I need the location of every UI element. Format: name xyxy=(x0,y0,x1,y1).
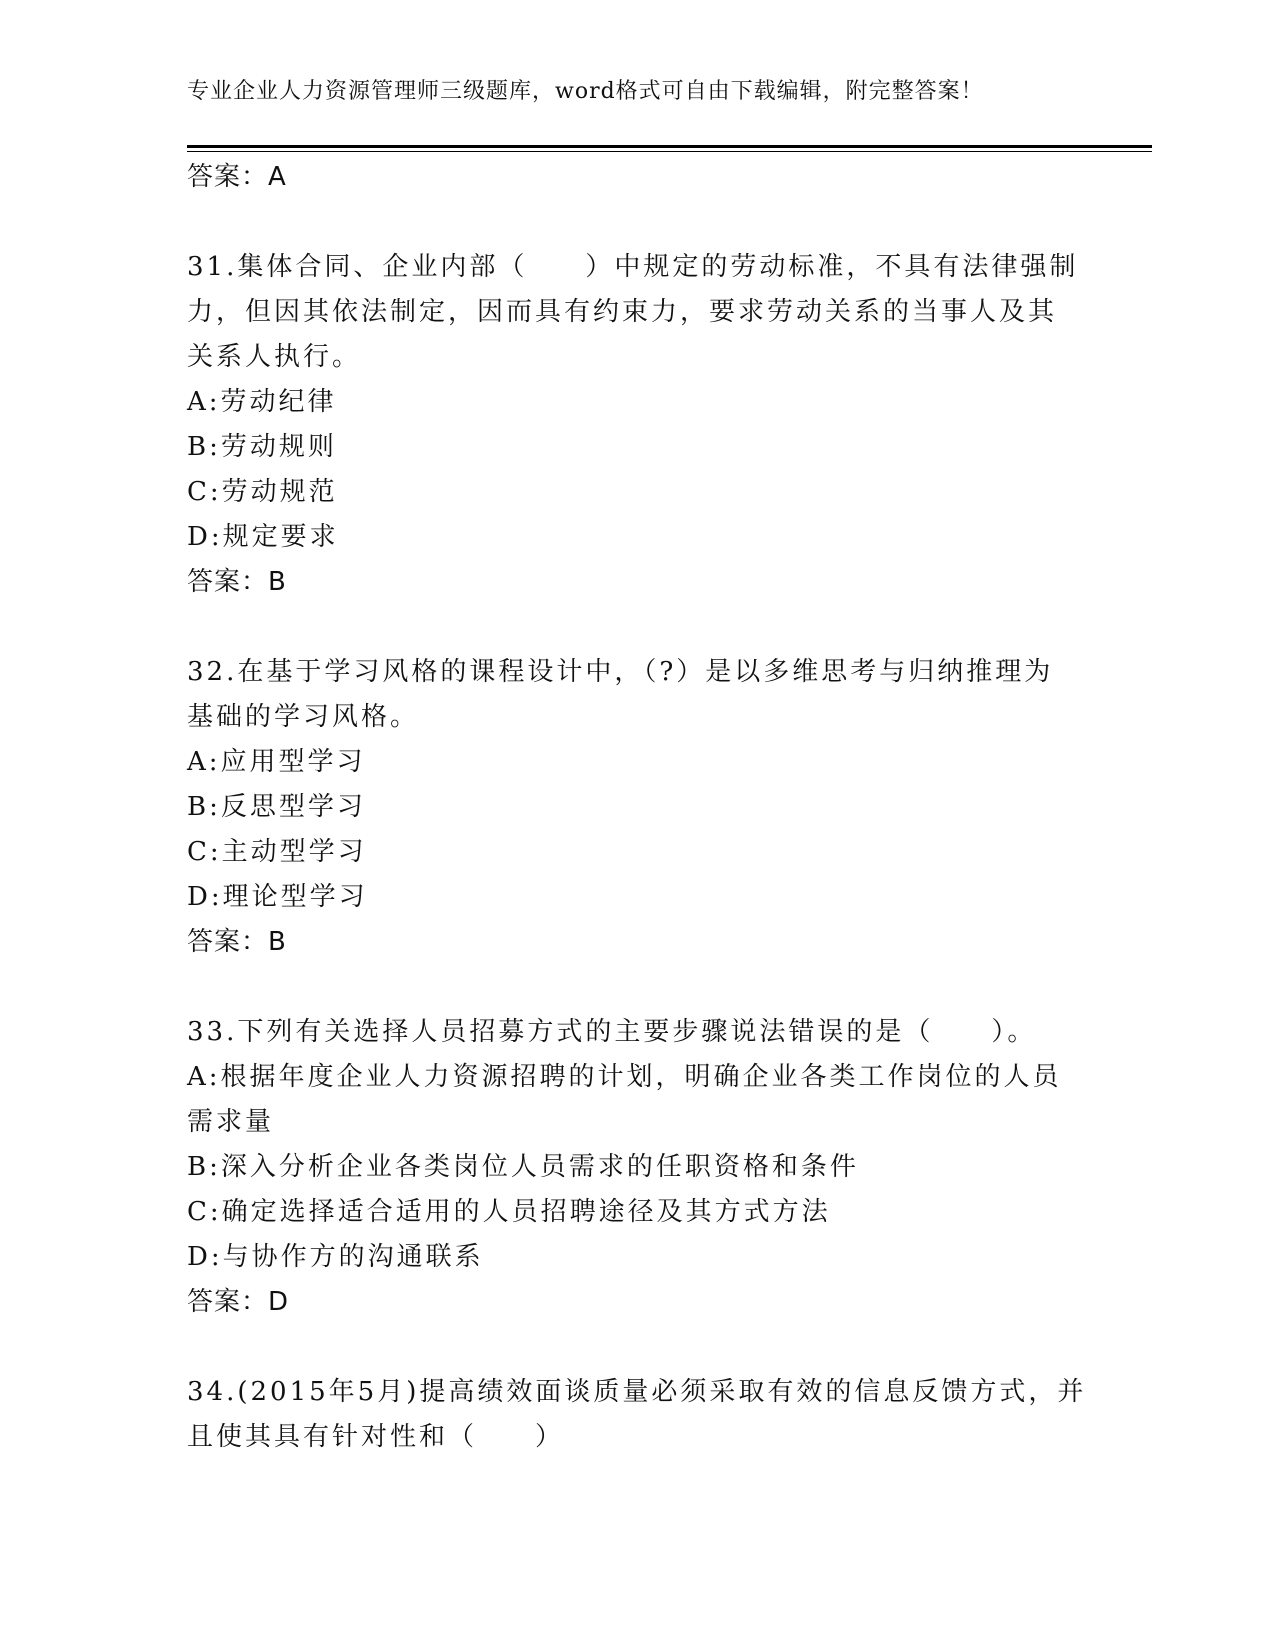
question-text: 基础的学习风格。 xyxy=(187,702,420,732)
answer-line: 答案：B xyxy=(187,567,287,597)
page-header: 专业企业人力资源管理师三级题库，word格式可自由下载编辑，附完整答案！ xyxy=(187,79,984,104)
option-a: A:根据年度企业人力资源招聘的计划，明确企业各类工作岗位的人员 xyxy=(187,1062,1062,1092)
option-d: D:理论型学习 xyxy=(187,882,368,912)
question-34 xyxy=(187,1370,1087,1460)
question-text: 且使其具有针对性和（ ） xyxy=(187,1422,565,1452)
question-33 xyxy=(187,1010,1077,1325)
option-a: A:劳动纪律 xyxy=(187,387,337,417)
question-text: 31.集体合同、企业内部（ ）中规定的劳动标准，不具有法律强制 xyxy=(187,252,1079,282)
question-32 xyxy=(187,650,1077,965)
question-31 xyxy=(187,245,1077,605)
header-rule-thick xyxy=(187,145,1152,148)
option-c: C:主动型学习 xyxy=(187,837,367,867)
option-d: D:规定要求 xyxy=(187,522,339,552)
option-b: B:反思型学习 xyxy=(187,792,366,822)
answer-line: 答案：D xyxy=(187,1287,290,1317)
answer-line: 答案：A xyxy=(187,162,287,192)
option-b: B:劳动规则 xyxy=(187,432,337,462)
document-body xyxy=(187,155,1087,1460)
question-text: 34.(2015年5月)提高绩效面谈质量必须采取有效的信息反馈方式，并 xyxy=(187,1377,1087,1407)
option-a-continued: 需求量 xyxy=(187,1107,275,1137)
option-a: A:应用型学习 xyxy=(187,747,366,777)
option-d: D:与协作方的沟通联系 xyxy=(187,1242,484,1272)
question-text: 关系人执行。 xyxy=(187,342,362,372)
header-rule-thin xyxy=(187,151,1152,152)
question-text: 力，但因其依法制定，因而具有约束力，要求劳动关系的当事人及其 xyxy=(187,297,1058,327)
option-c: C:确定选择适合适用的人员招聘途径及其方式方法 xyxy=(187,1197,831,1227)
option-b: B:深入分析企业各类岗位人员需求的任职资格和条件 xyxy=(187,1152,859,1182)
answer-line: 答案：B xyxy=(187,927,287,957)
question-text: 32.在基于学习风格的课程设计中，（?）是以多维思考与归纳推理为 xyxy=(187,657,1054,687)
option-c: C:劳动规范 xyxy=(187,477,338,507)
question-text: 33.下列有关选择人员招募方式的主要步骤说法错误的是（ ）。 xyxy=(187,1017,1037,1047)
